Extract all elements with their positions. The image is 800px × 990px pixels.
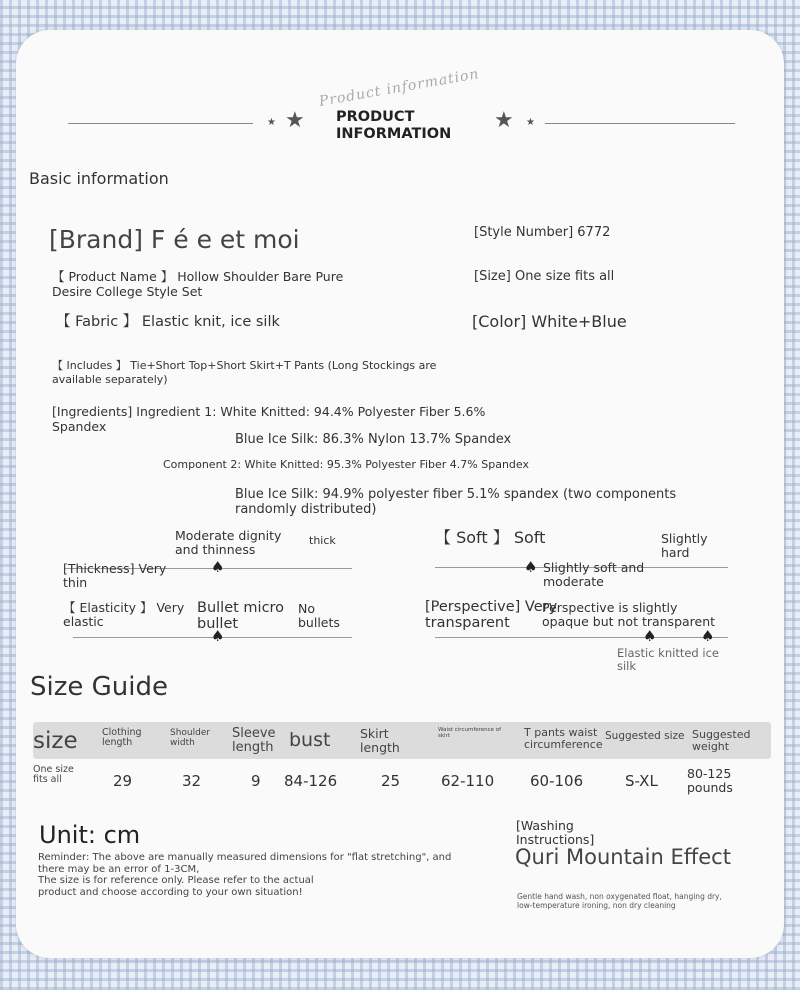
fabric: 【 Fabric 】 Elastic knit, ice silk — [56, 314, 280, 330]
sleeve-length-cell: 9 — [251, 772, 261, 790]
component-2-blue-ice-silk: Blue Ice Silk: 94.9% polyester fiber 5.1% spandex (two components randomly distributed) — [235, 487, 677, 517]
color: [Color] White+Blue — [472, 312, 627, 331]
soft-label: 【 Soft 】 Soft — [435, 528, 546, 547]
size-cell: One size fits all — [33, 764, 74, 785]
section-heading-size-guide: Size Guide — [30, 672, 168, 702]
star-icon: ★ — [267, 117, 276, 128]
washing-title: Quri Mountain Effect — [515, 845, 731, 869]
product-name: 【 Product Name 】 Hollow Shoulder Bare Pure Desire College Style Set — [52, 269, 344, 299]
shoulder-width-column-header: Shoulder width — [170, 728, 211, 748]
style-number: [Style Number] 6772 — [474, 225, 611, 240]
bust-cell: 84-126 — [284, 772, 338, 790]
bust-column-header: bust — [289, 729, 331, 751]
perspective-note: Elastic knitted ice silk — [617, 646, 719, 673]
page-title: PRODUCT INFORMATION — [336, 109, 452, 142]
spade-marker-icon: ♠ — [211, 558, 225, 576]
reminder: Reminder: The above are manually measured dimensions for "flat stretching", and there may be an error of 1-3CM, The size is for reference only. Please refer to the actual product and choose according to your own situation! — [38, 852, 452, 898]
spade-marker-icon: ♠ — [701, 627, 715, 645]
header-right-rule — [545, 123, 735, 124]
spade-marker-icon: ♠ — [643, 627, 657, 645]
spade-marker-icon: ♠ — [211, 627, 225, 645]
suggested-weight-column-header: Suggested weight — [692, 728, 751, 753]
washing-label: [Washing Instructions] — [516, 818, 595, 847]
brand: [Brand] F é e et moi — [49, 225, 300, 254]
thickness-label: [Thickness] Very thin — [63, 561, 167, 590]
clothing-length-column-header: Clothing length — [102, 727, 142, 748]
elasticity-mid-label: Bullet micro bullet — [197, 600, 285, 632]
clothing-length-cell: 29 — [113, 772, 133, 790]
component-2: Component 2: White Knitted: 95.3% Polyester Fiber 4.7% Spandex — [163, 458, 529, 471]
perspective-label: [Perspective] Very transparent — [425, 599, 558, 631]
suggested-size-cell: S-XL — [625, 772, 658, 790]
star-icon: ★ — [494, 108, 514, 133]
skirt-length-cell: 25 — [381, 772, 401, 790]
suggested-weight-cell: 80-125 pounds — [687, 766, 733, 795]
section-heading-basic-info: Basic information — [29, 169, 169, 188]
skirt-length-column-header: Skirt length — [360, 726, 400, 755]
thickness-right-label: thick — [309, 534, 336, 547]
header-left-rule — [68, 123, 253, 124]
soft-right-label: Slightly hard — [661, 531, 708, 560]
t-pants-waist-cell: 60-106 — [530, 772, 584, 790]
ingredient-blue-ice-silk: Blue Ice Silk: 86.3% Nylon 13.7% Spandex — [235, 432, 512, 447]
sleeve-length-column-header: Sleeve length — [232, 726, 276, 755]
shoulder-width-cell: 32 — [182, 772, 202, 790]
elasticity-right-label: No bullets — [298, 601, 340, 630]
size-column-header: size — [33, 728, 78, 754]
star-icon: ★ — [526, 117, 535, 128]
spade-marker-icon: ♠ — [524, 558, 538, 576]
ingredients: [Ingredients] Ingredient 1: White Knitted: 94.4% Polyester Fiber 5.6% Spandex — [52, 404, 486, 434]
includes: 【 Includes 】 Tie+Short Top+Short Skirt+T Pants (Long Stockings are available separately) — [52, 359, 437, 386]
t-pants-waist-column-header: T pants waist circumference — [524, 726, 603, 751]
perspective-mid-label: Perspective is slightly opaque but not transparent — [542, 600, 716, 629]
soft-mid-label: Slightly soft and moderate — [543, 560, 645, 589]
size-value: [Size] One size fits all — [474, 269, 615, 284]
elasticity-label: 【 Elasticity 】 Very elastic — [63, 600, 185, 629]
suggested-size-column-header: Suggested size — [605, 730, 685, 742]
perspective-slider — [435, 637, 728, 638]
waist-column-header: Waist circumference of skirt — [438, 727, 502, 739]
unit-label: Unit: cm — [39, 821, 141, 849]
thickness-mid-label: Moderate dignity and thinness — [175, 528, 282, 557]
washing-description: Gentle hand wash, non oxygenated float, hanging dry, low-temperature ironing, non dry cleaning — [517, 892, 722, 910]
star-icon: ★ — [285, 108, 305, 133]
header-script-title: Product information — [317, 66, 481, 110]
waist-cell: 62-110 — [441, 772, 495, 790]
